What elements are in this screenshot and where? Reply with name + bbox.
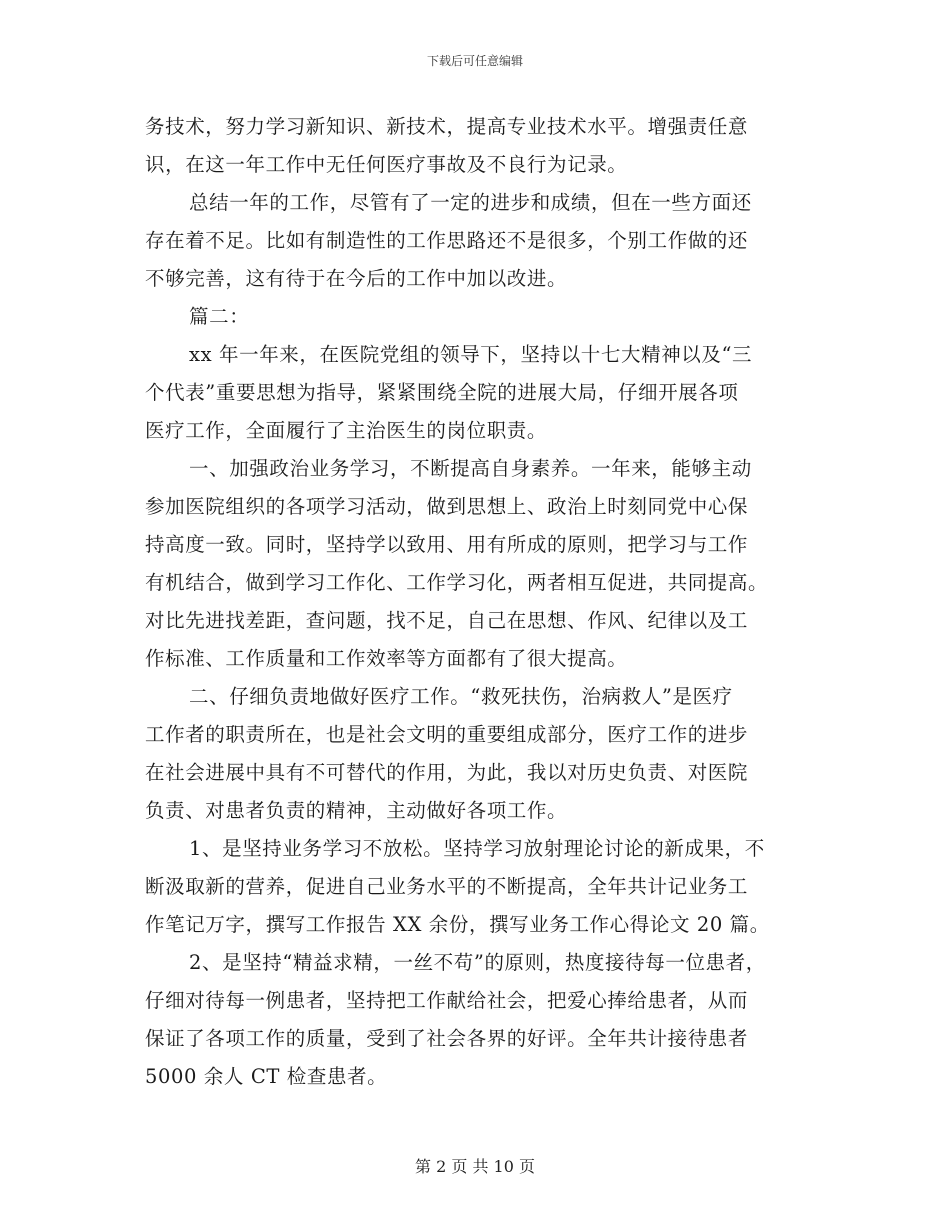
text-line: 个代表”重要思想为指导，紧紧围绕全院的进展大局，仔细开展各项 xyxy=(145,381,739,404)
text-line: 总结一年的工作，尽管有了一定的进步和成绩，但在一些方面还 xyxy=(189,191,752,214)
text-line: 参加医院组织的各项学习活动，做到思想上、政治上时刻同党中心保 xyxy=(145,495,749,518)
section-heading: 篇二： xyxy=(189,305,250,328)
text-line: 务技术，努力学习新知识、新技术，提高专业技术水平。增强责任意 xyxy=(145,115,749,138)
text-line: 断汲取新的营养，促进自己业务水平的不断提高，全年共计记业务工 xyxy=(145,875,749,898)
text-line: xx 年一年来，在医院党组的领导下，坚持以十七大精神以及“三 xyxy=(189,343,753,366)
text-line: 一、加强政治业务学习，不断提高自身素养。一年来，能够主动 xyxy=(189,457,752,480)
document-body xyxy=(145,108,815,1096)
text-line: 1、是坚持业务学习不放松。坚持学习放射理论讨论的新成果，不 xyxy=(189,837,765,860)
page-number: 第 2 页 共 10 页 xyxy=(415,1157,535,1176)
text-line: 5000 余人 CT 检查患者。 xyxy=(145,1065,388,1088)
page-header-note: 下载后可任意编辑 xyxy=(426,54,523,68)
text-line: 负责、对患者负责的精神，主动做好各项工作。 xyxy=(145,799,568,822)
text-line: 保证了各项工作的质量，受到了社会各界的好评。全年共计接待患者 xyxy=(145,1027,749,1050)
text-line: 不够完善，这有待于在今后的工作中加以改进。 xyxy=(145,267,568,290)
text-line: 2、是坚持“精益求精，一丝不苟”的原则，热度接待每一位患者， xyxy=(189,951,766,974)
text-line: 工作者的职责所在，也是社会文明的重要组成部分，医疗工作的进步 xyxy=(145,723,749,746)
text-line: 在社会进展中具有不可替代的作用，为此，我以对历史负责、对医院 xyxy=(145,761,749,784)
text-line: 作标准、工作质量和工作效率等方面都有了很大提高。 xyxy=(145,647,628,670)
text-line: 作笔记万字，撰写工作报告 XX 余份，撰写业务工作心得论文 20 篇。 xyxy=(145,913,770,936)
text-line: 持高度一致。同时，坚持学以致用、用有所成的原则，把学习与工作 xyxy=(145,533,749,556)
text-line: 医疗工作，全面履行了主治医生的岗位职责。 xyxy=(145,419,548,442)
text-line: 对比先进找差距，查问题，找不足，自己在思想、作风、纪律以及工 xyxy=(145,609,749,632)
text-line: 有机结合，做到学习工作化、工作学习化，两者相互促进，共同提高。 xyxy=(145,571,769,594)
text-line: 识，在这一年工作中无任何医疗事故及不良行为记录。 xyxy=(145,153,628,176)
text-line: 存在着不足。比如有制造性的工作思路还不是很多，个别工作做的还 xyxy=(145,229,749,252)
text-line: 二、仔细负责地做好医疗工作。“救死扶伤，治病救人”是医疗 xyxy=(189,685,733,708)
text-line: 仔细对待每一例患者，坚持把工作献给社会，把爱心捧给患者，从而 xyxy=(145,989,749,1012)
